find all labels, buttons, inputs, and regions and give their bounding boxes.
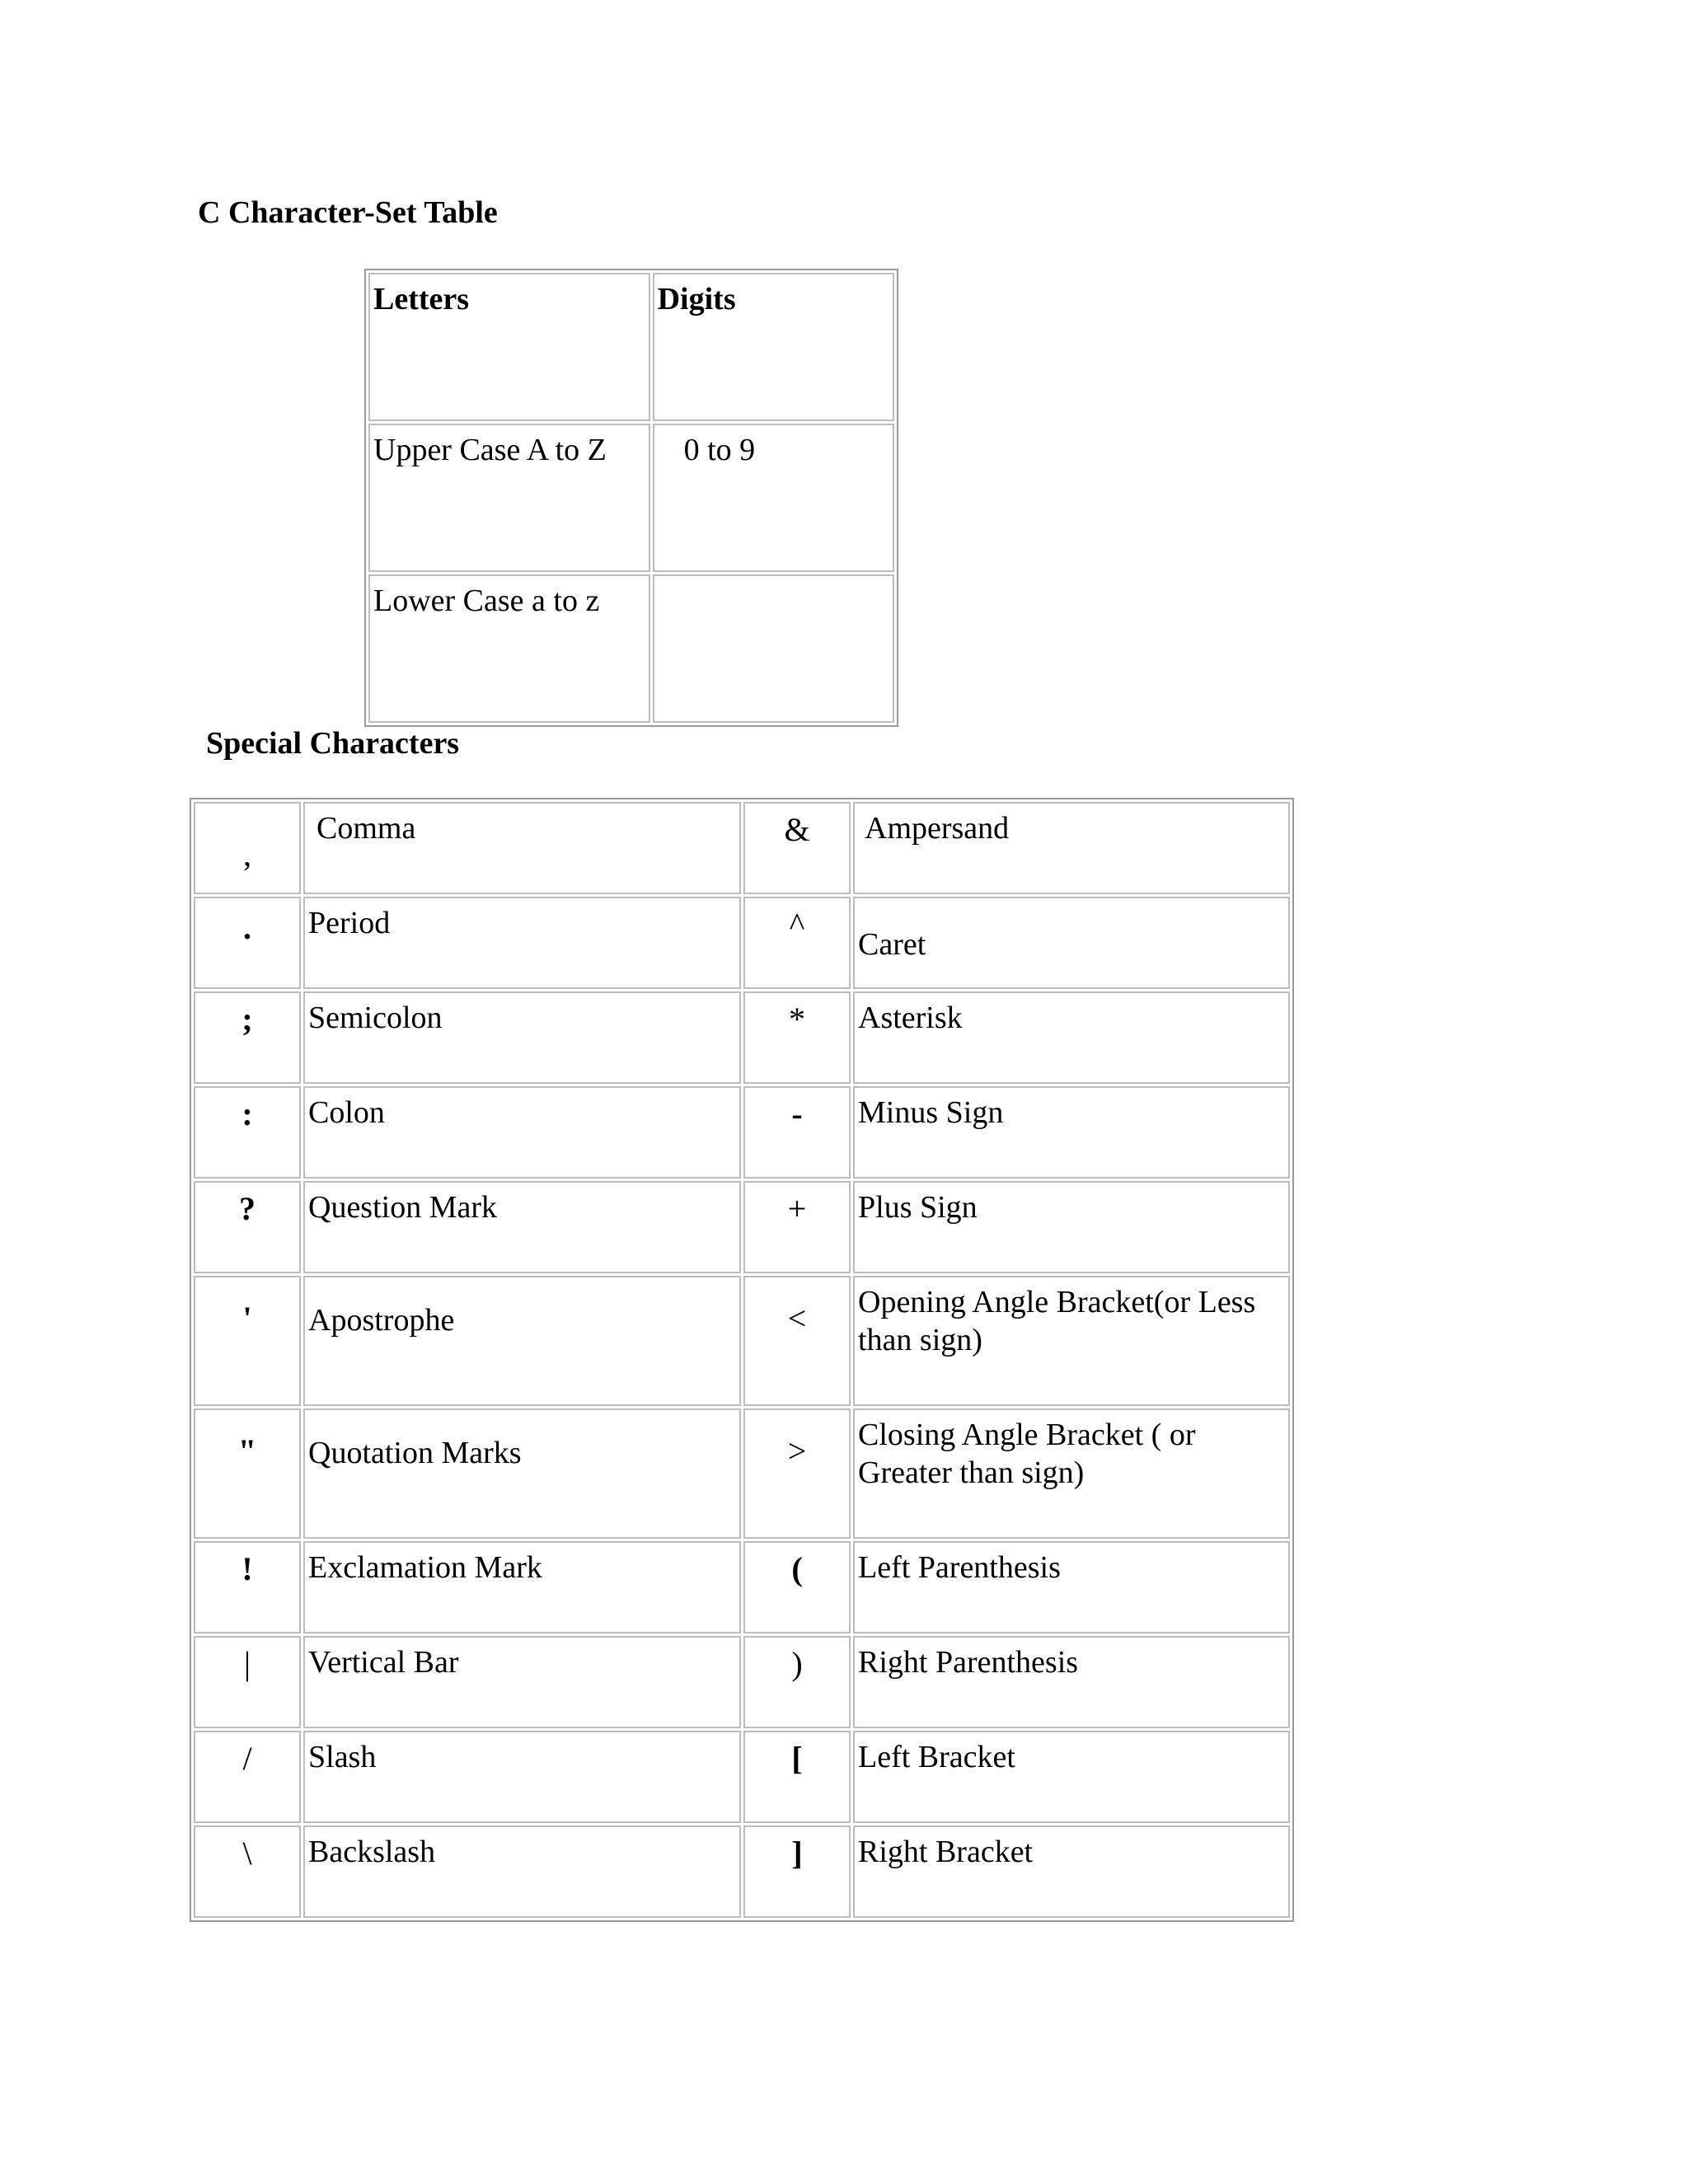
name-cell: Colon: [303, 1086, 741, 1179]
header-digits: Digits: [653, 273, 894, 421]
symbol-cell: ): [743, 1636, 851, 1728]
table-row: [194, 802, 1290, 894]
symbol-cell: ^: [743, 897, 851, 989]
table-row: [368, 273, 894, 421]
symbol-cell: &: [743, 802, 851, 894]
table-row: [194, 1731, 1290, 1823]
table-row: [194, 991, 1290, 1084]
name-text: Caret: [858, 927, 926, 962]
symbol-cell: [194, 802, 301, 894]
name-cell: Ampersand: [853, 802, 1290, 894]
symbol-cell: ?: [194, 1181, 301, 1273]
table-row: [194, 1408, 1290, 1539]
name-cell: Vertical Bar: [303, 1636, 741, 1728]
name-cell: Left Parenthesis: [853, 1541, 1290, 1633]
name-cell: Right Parenthesis: [853, 1636, 1290, 1728]
symbol-cell: ": [194, 1408, 301, 1539]
table-cell: Lower Case a to z: [368, 574, 650, 723]
table-cell: 0 to 9: [653, 424, 894, 572]
symbol-cell: >: [743, 1408, 851, 1539]
symbol-cell: [: [743, 1731, 851, 1823]
symbol-cell: (: [743, 1541, 851, 1633]
character-set-table: [364, 269, 898, 727]
table-row: [368, 424, 894, 572]
name-cell: Comma: [303, 802, 741, 894]
symbol-cell: :: [194, 1086, 301, 1179]
name-cell: Backslash: [303, 1825, 741, 1918]
symbol-text: ,: [243, 836, 251, 873]
name-cell: Slash: [303, 1731, 741, 1823]
symbol-cell: !: [194, 1541, 301, 1633]
name-cell: Opening Angle Bracket(or Less than sign): [853, 1276, 1290, 1406]
name-cell: Exclamation Mark: [303, 1541, 741, 1633]
name-cell: Minus Sign: [853, 1086, 1290, 1179]
table-row: [194, 1086, 1290, 1179]
name-cell: Plus Sign: [853, 1181, 1290, 1273]
symbol-cell: <: [743, 1276, 851, 1406]
table-row: [194, 1636, 1290, 1728]
name-cell: Semicolon: [303, 991, 741, 1084]
section-title: Special Characters: [206, 726, 460, 761]
name-cell: Right Bracket: [853, 1825, 1290, 1918]
symbol-cell: /: [194, 1731, 301, 1823]
name-cell: Period: [303, 897, 741, 989]
table-row: [194, 897, 1290, 989]
symbol-cell: |: [194, 1636, 301, 1728]
table-row: [194, 1181, 1290, 1273]
name-cell: Quotation Marks: [303, 1408, 741, 1539]
symbol-text: .: [243, 909, 251, 946]
symbol-cell: *: [743, 991, 851, 1084]
name-cell: Apostrophe: [303, 1276, 741, 1406]
table-cell: [653, 574, 894, 723]
table-row: [194, 1276, 1290, 1406]
name-cell: Asterisk: [853, 991, 1290, 1084]
symbol-cell: \: [194, 1825, 301, 1918]
symbol-cell: [194, 897, 301, 989]
symbol-cell: ': [194, 1276, 301, 1406]
table-row: [194, 1825, 1290, 1918]
symbol-cell: ;: [194, 991, 301, 1084]
page-title: C Character-Set Table: [198, 195, 498, 230]
name-cell: [853, 897, 1290, 989]
symbol-cell: ]: [743, 1825, 851, 1918]
name-cell: Left Bracket: [853, 1731, 1290, 1823]
name-cell: Question Mark: [303, 1181, 741, 1273]
name-cell: Closing Angle Bracket ( or Greater than sign): [853, 1408, 1290, 1539]
header-letters: Letters: [368, 273, 650, 421]
table-row: [194, 1541, 1290, 1633]
table-cell: Upper Case A to Z: [368, 424, 650, 572]
special-characters-table: [190, 798, 1294, 1922]
table-row: [368, 574, 894, 723]
symbol-cell: -: [743, 1086, 851, 1179]
symbol-cell: +: [743, 1181, 851, 1273]
